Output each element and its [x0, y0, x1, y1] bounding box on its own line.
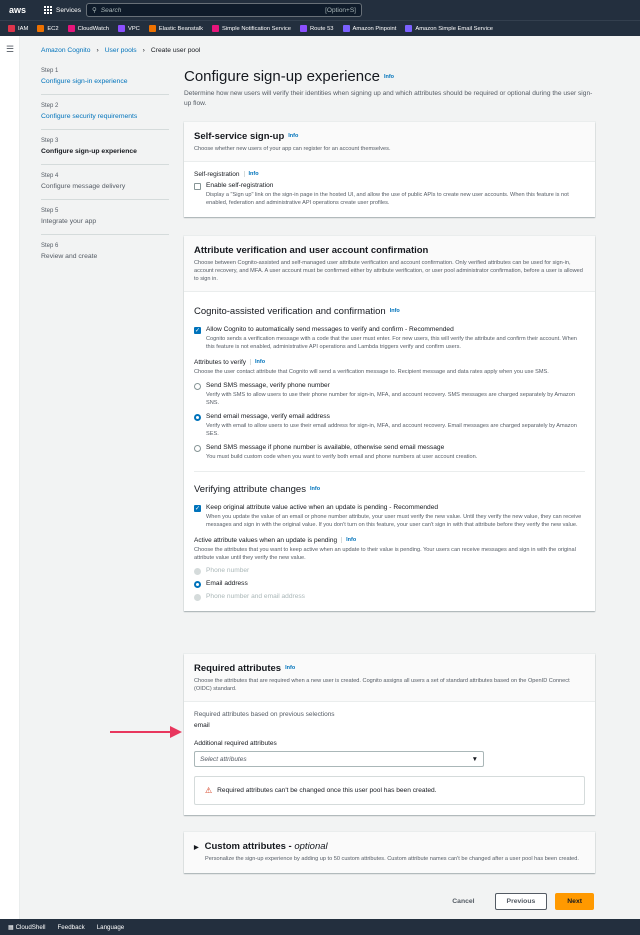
warning-icon: ⚠: [205, 786, 213, 795]
info-link[interactable]: Info: [389, 308, 400, 315]
option-label: Send SMS message, verify phone number: [206, 382, 330, 389]
checkbox-checked-icon[interactable]: ✓: [195, 506, 201, 512]
radio-selected-icon[interactable]: [194, 414, 201, 421]
service-icon: [212, 25, 219, 32]
info-link[interactable]: Info: [244, 171, 259, 177]
wizard-step-1: [41, 68, 169, 95]
panel-title: Self-service sign-up Info: [194, 131, 299, 142]
services-label: Services: [56, 6, 81, 14]
terminal-icon: ▦: [8, 923, 14, 931]
wizard-step-5: [41, 208, 169, 235]
wizard-step-2: [41, 103, 169, 130]
info-link[interactable]: Info: [250, 359, 265, 365]
radio-icon[interactable]: [194, 445, 201, 452]
console-footer: [0, 919, 640, 935]
panel-description: Choose between Cognito-assisted and self-managed user attribute verification and account confirmation. Only verified attributes can be used for sign-in, account recovery, and MFA. A user account must be confirmed either by attribute verification, or user pool administrator confirmation, before a user is allowed to sign in.: [194, 260, 583, 282]
radio-icon: [194, 594, 201, 601]
aws-logo[interactable]: aws: [9, 5, 27, 15]
step-label[interactable]: Configure security requirements: [41, 113, 138, 120]
favorite-label: Simple Notification Service: [222, 25, 291, 32]
step-number: Step 5: [41, 208, 59, 214]
page-title: Configure sign-up experience Info: [184, 68, 395, 85]
service-icon: [300, 25, 307, 32]
wizard-actions: [440, 893, 594, 910]
favorite-elastic-beanstalk[interactable]: [149, 25, 203, 32]
step-number: Step 6: [41, 243, 59, 249]
panel-title: Attribute verification and user account confirmation: [194, 245, 429, 256]
checkbox-icon[interactable]: [194, 183, 201, 190]
cancel-button[interactable]: Cancel: [440, 893, 486, 910]
search-bar[interactable]: [86, 3, 362, 17]
info-link[interactable]: Info: [288, 133, 299, 140]
favorite-amazon-simple-email-service[interactable]: [405, 25, 493, 32]
option-hint: Display a "Sign up" link on the sign-in page in the hosted UI, and allow the use of public APIs to create new user accounts. When this feature is not enabled, federation and administrative API operations create user profiles.: [206, 192, 569, 206]
enable-self-registration-checkbox[interactable]: [194, 182, 585, 207]
verify-option-radio[interactable]: [194, 382, 585, 407]
grid-icon: [44, 6, 52, 14]
step-label: Configure sign-up experience: [41, 148, 137, 155]
option-label: Keep original attribute value active when an update is pending - Recommended: [206, 504, 439, 511]
step-label: Integrate your app: [41, 218, 97, 225]
dropdown-placeholder: Select attributes: [200, 755, 247, 763]
favorite-label: Elastic Beanstalk: [158, 25, 204, 32]
search-icon: ⚲: [92, 7, 97, 14]
search-input[interactable]: [101, 7, 325, 14]
favorites-bar: [0, 20, 640, 36]
favorite-amazon-pinpoint[interactable]: [343, 25, 397, 32]
verify-option-radio[interactable]: [194, 413, 585, 438]
language-link[interactable]: Language: [96, 923, 125, 931]
chevron-right-icon: ›: [142, 47, 145, 54]
breadcrumb-user-pools[interactable]: User pools: [104, 47, 137, 54]
service-icon: [8, 25, 15, 32]
self-registration-label: Self-registration Info: [194, 171, 259, 178]
verify-option-radio[interactable]: [194, 444, 585, 461]
caret-down-icon: ▼: [471, 755, 478, 763]
option-label: Phone number: [206, 567, 250, 574]
favorite-ec2[interactable]: [37, 25, 58, 32]
chevron-right-icon: ›: [96, 47, 99, 54]
radio-icon: [194, 568, 201, 575]
step-label[interactable]: Configure sign-in experience: [41, 78, 128, 85]
wizard-steps: [41, 68, 169, 277]
breadcrumb-amazon-cognito[interactable]: Amazon Cognito: [41, 47, 91, 54]
service-icon: [118, 25, 125, 32]
favorite-label: VPC: [127, 25, 140, 32]
service-icon: [68, 25, 75, 32]
step-number: Step 4: [41, 173, 59, 179]
active-value-radio: [194, 567, 585, 575]
services-menu-button[interactable]: [44, 6, 81, 14]
step-number: Step 1: [41, 68, 59, 74]
radio-selected-icon: [194, 581, 201, 588]
panel-description: Choose whether new users of your app can register for an account themselves.: [194, 146, 391, 152]
breadcrumb: [41, 47, 200, 54]
favorite-iam[interactable]: [8, 25, 28, 32]
option-label: Send SMS message if phone number is available, otherwise send email message: [206, 444, 445, 451]
warning-text: Required attributes can't be changed once this user pool has been created.: [217, 787, 437, 794]
active-value-radio[interactable]: [194, 580, 585, 588]
favorite-route-53[interactable]: [300, 25, 334, 32]
service-icon: [37, 25, 44, 32]
favorite-label: Amazon Simple Email Service: [415, 25, 493, 32]
section-title: Verifying attribute changes Info: [194, 484, 321, 495]
option-hint: Verify with email to allow users to use their email address for sign-in, MFA, and account recovery. Email messages are charged separately by Amazon SES.: [206, 423, 577, 437]
attributes-to-verify-label: Attributes to verify Info: [194, 359, 266, 366]
previous-button[interactable]: Previous: [495, 893, 548, 910]
previous-selections-label: Required attributes based on previous selections: [194, 711, 335, 718]
page-description: Determine how new users will verify their identities when signing up and which attributes should be required or optional during the user sign-up flow.: [184, 90, 593, 107]
allow-cognito-checkbox[interactable]: [194, 326, 585, 351]
option-hint: Cognito sends a verification message with a code that the user must enter. For new users, this will verify the attribute and confirm their account. When this feature is not enabled, administrative API operations and Lambda triggers verify and confirm users.: [206, 336, 577, 350]
option-label: Email address: [206, 580, 248, 587]
feedback-link[interactable]: Feedback: [57, 923, 85, 931]
favorite-label: IAM: [18, 25, 29, 32]
favorite-label: Amazon Pinpoint: [352, 25, 397, 32]
field-hint: Choose the attributes that you want to keep active when an update to their value is pending. Your users can receive messages and sign in with the original attribute value until they verify the new value.: [194, 547, 576, 561]
caret-right-icon: ▶: [194, 845, 199, 851]
hamburger-menu-icon[interactable]: ☰: [6, 44, 15, 54]
wizard-step-6: [41, 243, 169, 269]
service-icon: [343, 25, 350, 32]
required-attributes-panel: [184, 654, 595, 815]
option-hint: You must build custom code when you want to verify both email and phone numbers at user account creation.: [206, 454, 478, 460]
panel-title: Required attributes Info: [194, 663, 296, 674]
next-button[interactable]: Next: [555, 893, 594, 910]
cloudshell-button[interactable]: ▦ CloudShell: [8, 923, 46, 931]
section-title: Cognito-assisted verification and confirmation Info: [194, 306, 400, 317]
search-shortcut: [Option+S]: [325, 6, 356, 14]
favorite-label: Route 53: [309, 25, 334, 32]
page-header: [184, 68, 595, 109]
favorite-cloudwatch[interactable]: [68, 25, 109, 32]
select-attributes-dropdown[interactable]: [194, 751, 484, 767]
favorite-vpc[interactable]: [118, 25, 140, 32]
annotation-arrow-icon: [110, 726, 182, 738]
custom-attributes-expander[interactable]: [184, 832, 595, 873]
info-link[interactable]: Info: [309, 486, 321, 493]
warning-alert: [194, 776, 585, 805]
checkbox-checked-icon[interactable]: ✓: [195, 328, 201, 334]
info-link[interactable]: Info: [285, 665, 296, 672]
step-number: Step 2: [41, 103, 59, 109]
attribute-verification-panel: [184, 236, 595, 611]
option-label: Phone number and email address: [206, 593, 305, 600]
keep-original-value-checkbox[interactable]: [194, 504, 585, 529]
self-service-signup-panel: [184, 122, 595, 217]
step-number: Step 3: [41, 138, 59, 144]
service-icon: [149, 25, 156, 32]
step-label: Review and create: [41, 253, 98, 260]
favorite-simple-notification-service[interactable]: [212, 25, 291, 32]
active-values-label: Active attribute values when an update is pending Info: [194, 537, 357, 544]
info-link[interactable]: Info: [341, 537, 356, 543]
info-link[interactable]: Info: [383, 74, 395, 81]
option-label: Allow Cognito to automatically send messages to verify and confirm - Recommended: [206, 326, 454, 333]
option-hint: When you update the value of an email or phone number attribute, your user must verify the new value. Until they verify the new value, they can receive messages and sign in with the original value. If you don't turn on this feature, your user can't sign in with that attribute before they verify the new value.: [206, 514, 582, 528]
field-hint: Choose the user contact attribute that Cognito will send a verification message to. Recipient message and data rates apply when you use SMS.: [194, 369, 549, 375]
option-hint: Verify with SMS to allow users to use their phone number for sign-in, MFA, and account recovery. SMS messages are charged separately by Amazon SNS.: [206, 392, 575, 406]
service-icon: [405, 25, 412, 32]
custom-attributes-panel: [184, 832, 595, 873]
panel-title: ▶ Custom attributes - optional: [194, 841, 328, 852]
favorite-label: CloudWatch: [77, 25, 109, 32]
active-value-radio: [194, 593, 585, 601]
favorite-label: EC2: [47, 25, 59, 32]
option-label: Enable self-registration: [206, 182, 274, 189]
panel-description: Personalize the sign-up experience by adding up to 50 custom attributes. Custom attribute names can't be changed after a user pool has been created.: [205, 856, 579, 862]
step-label: Configure message delivery: [41, 183, 126, 190]
option-label: Send email message, verify email address: [206, 413, 330, 420]
breadcrumb-current: Create user pool: [150, 47, 201, 54]
top-navigation: [0, 0, 640, 20]
radio-icon[interactable]: [194, 383, 201, 390]
wizard-step-4: [41, 173, 169, 200]
wizard-step-3: [41, 138, 169, 165]
required-attribute-value: email: [194, 722, 210, 729]
additional-attributes-label: Additional required attributes: [194, 740, 277, 747]
panel-description: Choose the attributes that are required when a new user is created. Cognito assigns all users a set of standard attributes based on the OpenID Connect (OIDC) standard.: [194, 678, 570, 692]
side-navigation-rail: [0, 36, 20, 919]
